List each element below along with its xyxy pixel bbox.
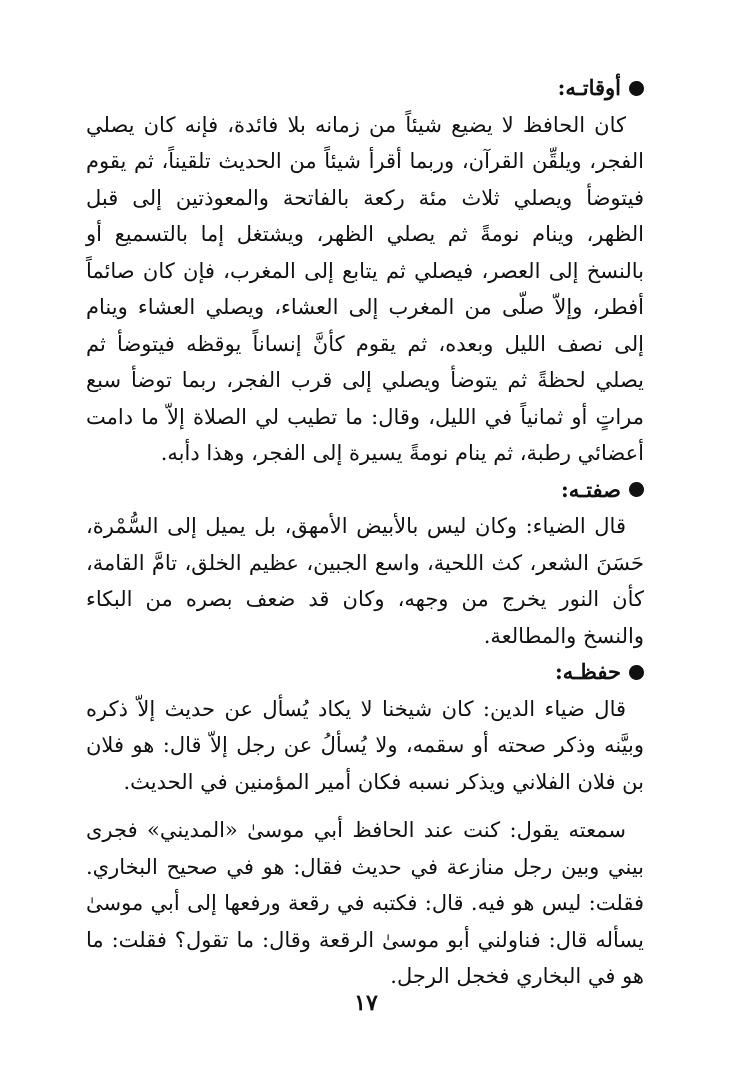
page-content [86,70,644,995]
page-number: ١٧ [354,990,378,1016]
section-heading-description [86,472,644,509]
section-heading-text: صفتـه: [561,476,621,502]
bullet-icon [629,81,644,96]
section-heading-times [86,70,644,107]
paragraph: قال الضياء: وكان ليس بالأبيض الأمهق، بل يميل إلى السُّمْرة، حَسَنَ الشعر، كث اللحية، واسع الجبين، عظيم الخلق، تامَّ القامة، كأن النور يخرج من وجهه، وكان قد ضعف بصره من البكاء والنسخ والمطالعة. [86,514,644,648]
bullet-icon [629,665,644,680]
paragraph: سمعته يقول: كنت عند الحافظ أبي موسىٰ «المديني» فجرى بيني وبين رجل منازعة في حديث فقال: هو في صحيح البخاري. فقلت: ليس هو فيه. قال: فكتبه في رقعة ورفعها إلى أبي موسىٰ يسأله قال: فناولني أبو موسىٰ الرقعة وقال: ما تقول؟ فقلت: ما هو في البخاري فخجل الرجل. [86,818,644,988]
section-heading-text: حفظـه: [555,659,621,684]
paragraph: قال ضياء الدين: كان شيخنا لا يكاد يُسأل عن حديث إلاّ ذكره وبيَّنه وذكر صحته أو سقمه، ولا يُسألُ عن رجل إلاّ قال: هو فلان بن فلان الفلاني ويذكر نسبه فكان أمير المؤمنين في الحديث. [86,696,644,794]
section-heading-text: أوقاتـه: [557,75,621,100]
bullet-icon [629,482,644,497]
section-heading-memory [86,654,644,691]
paragraph: كان الحافظ لا يضيع شيئاً من زمانه بلا فائدة، فإنه كان يصلي الفجر، ويلقِّن القرآن، وربما أقرأ شيئاً من الحديث تلقيناً، ثم يقوم فيتوضأ ويصلي ثلاث مئة ركعة بالفاتحة والمعوذتين إلى قبل الظهر، وينام نومةً ثم يصلي الظهر، ويشتغل إما بالتسميع أو بالنسخ إلى العصر، فيصلي ثم يتابع إلى المغرب، فإن كان صائماً أفطر، وإلاّ صلّى من المغرب إلى العشاء، ويصلي العشاء وينام إلى نصف الليل وبعده، ثم يقوم كأنَّ إنساناً يوقظه فيتوضأ ثم يصلي لحظةً ثم يتوضأ ويصلي إلى قرب الفجر، ربما توضأ سبع مراتٍ أو ثمانياً في الليل، وقال: ما تطيب لي الصلاة إلاّ ما دامت أعضائي رطبة، ثم ينام نومةً يسيرة إلى الفجر، وهذا دأبه. [86,112,644,465]
